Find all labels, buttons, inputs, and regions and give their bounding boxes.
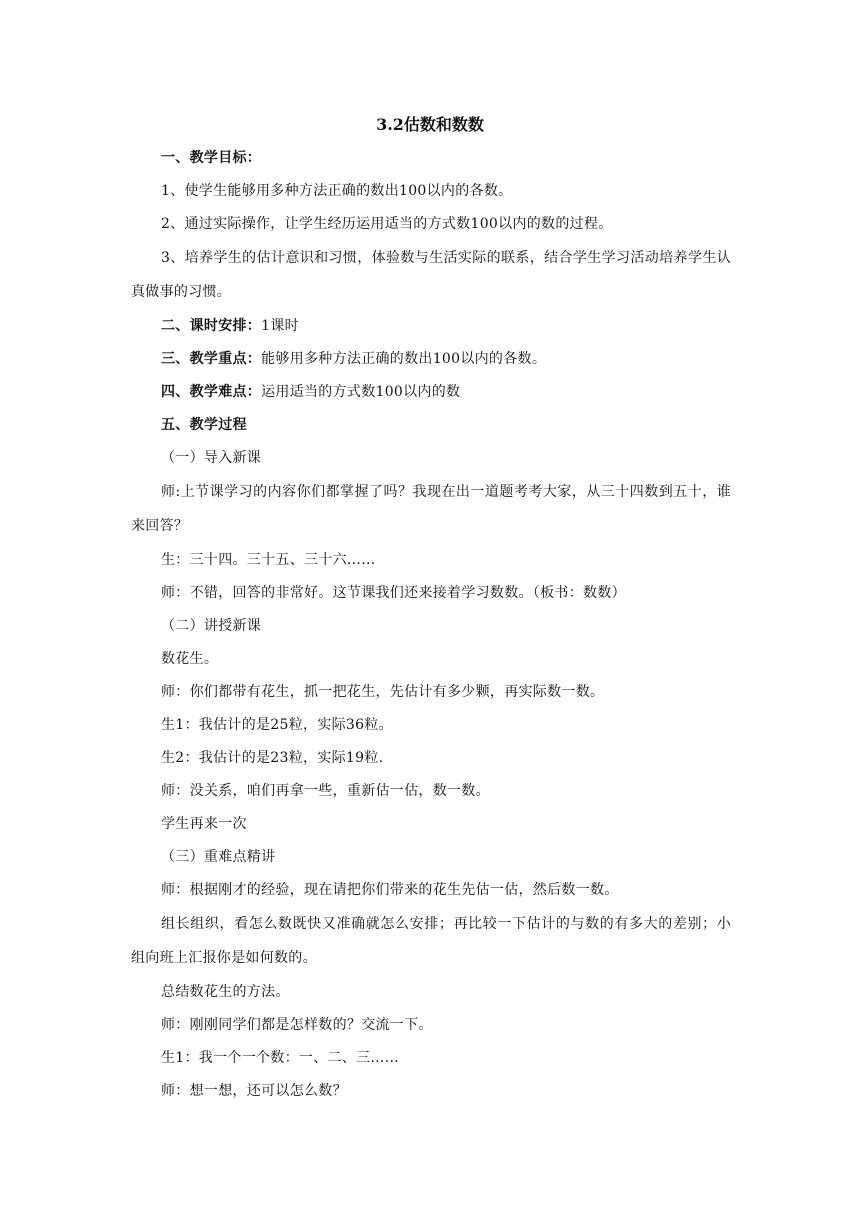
goal-item-3: 3、培养学生的估计意识和习惯，体验数与生活实际的联系，结合学生学习活动培养学生认真做事的习惯。 <box>131 250 731 300</box>
difficulty-value: 运用适当的方式数100以内的数 <box>261 384 461 400</box>
goal-item-2: 2、通过实际操作，让学生经历运用适当的方式数100以内的数的过程。 <box>161 216 613 232</box>
process-heading: 五、教学过程 <box>161 417 247 433</box>
summary-line: 总结数花生的方法。 <box>161 984 290 1000</box>
section-key-difficult: （三）重难点精讲 <box>161 849 276 865</box>
key-point-line <box>131 343 731 375</box>
teacher-line-4: 师：没关系，咱们再拿一些，重新估一估，数一数。 <box>161 783 490 799</box>
goals-heading: 一、教学目标： <box>161 150 262 166</box>
again-line: 学生再来一次 <box>161 816 247 832</box>
student-line-2: 生1：我估计的是25粒，实际36粒。 <box>161 717 393 733</box>
section-intro: （一）导入新课 <box>161 450 262 466</box>
peanut-line: 数花生。 <box>161 651 219 667</box>
student-line-1: 生：三十四。三十五、三十六…… <box>161 552 376 568</box>
schedule-label: 二、课时安排： <box>161 318 262 334</box>
document-title: 3.2估数和数数 <box>376 115 484 134</box>
schedule-line <box>131 310 731 342</box>
document-body <box>131 142 731 1108</box>
section-new-lesson: （二）讲授新课 <box>161 618 262 634</box>
student-line-3: 生2：我估计的是23粒，实际19粒. <box>161 750 384 766</box>
teacher-line-7: 师：想一想，还可以怎么数？ <box>161 1083 347 1099</box>
schedule-value: 1课时 <box>261 318 299 334</box>
key-point-value: 能够用多种方法正确的数出100以内的各数。 <box>261 351 547 367</box>
goal-item-1: 1、使学生能够用多种方法正确的数出100以内的各数。 <box>161 183 513 199</box>
student-line-4: 生1：我一个一个数：一、二、三…… <box>161 1050 400 1066</box>
teacher-line-6: 师：刚刚同学们都是怎样数的？交流一下。 <box>161 1017 433 1033</box>
key-point-label: 三、教学重点： <box>161 351 262 367</box>
teacher-line-3: 师：你们都带有花生，抓一把花生，先估计有多少颗，再实际数一数。 <box>161 684 605 700</box>
group-line: 组长组织，看怎么数既快又准确就怎么安排；再比较一下估计的与数的有多大的差别；小组向班上汇报你是如何数的。 <box>131 916 731 966</box>
teacher-line-2: 师：不错，回答的非常好。这节课我们还来接着学习数数。（板书：数数） <box>161 585 626 601</box>
difficulty-label: 四、教学难点： <box>161 384 262 400</box>
teacher-line-1: 师:上节课学习的内容你们都掌握了吗？我现在出一道题考考大家，从三十四数到五十，谁来回答？ <box>131 484 731 534</box>
difficulty-line <box>131 376 731 408</box>
teacher-line-5: 师：根据刚才的经验，现在请把你们带来的花生先估一估，然后数一数。 <box>161 882 619 898</box>
